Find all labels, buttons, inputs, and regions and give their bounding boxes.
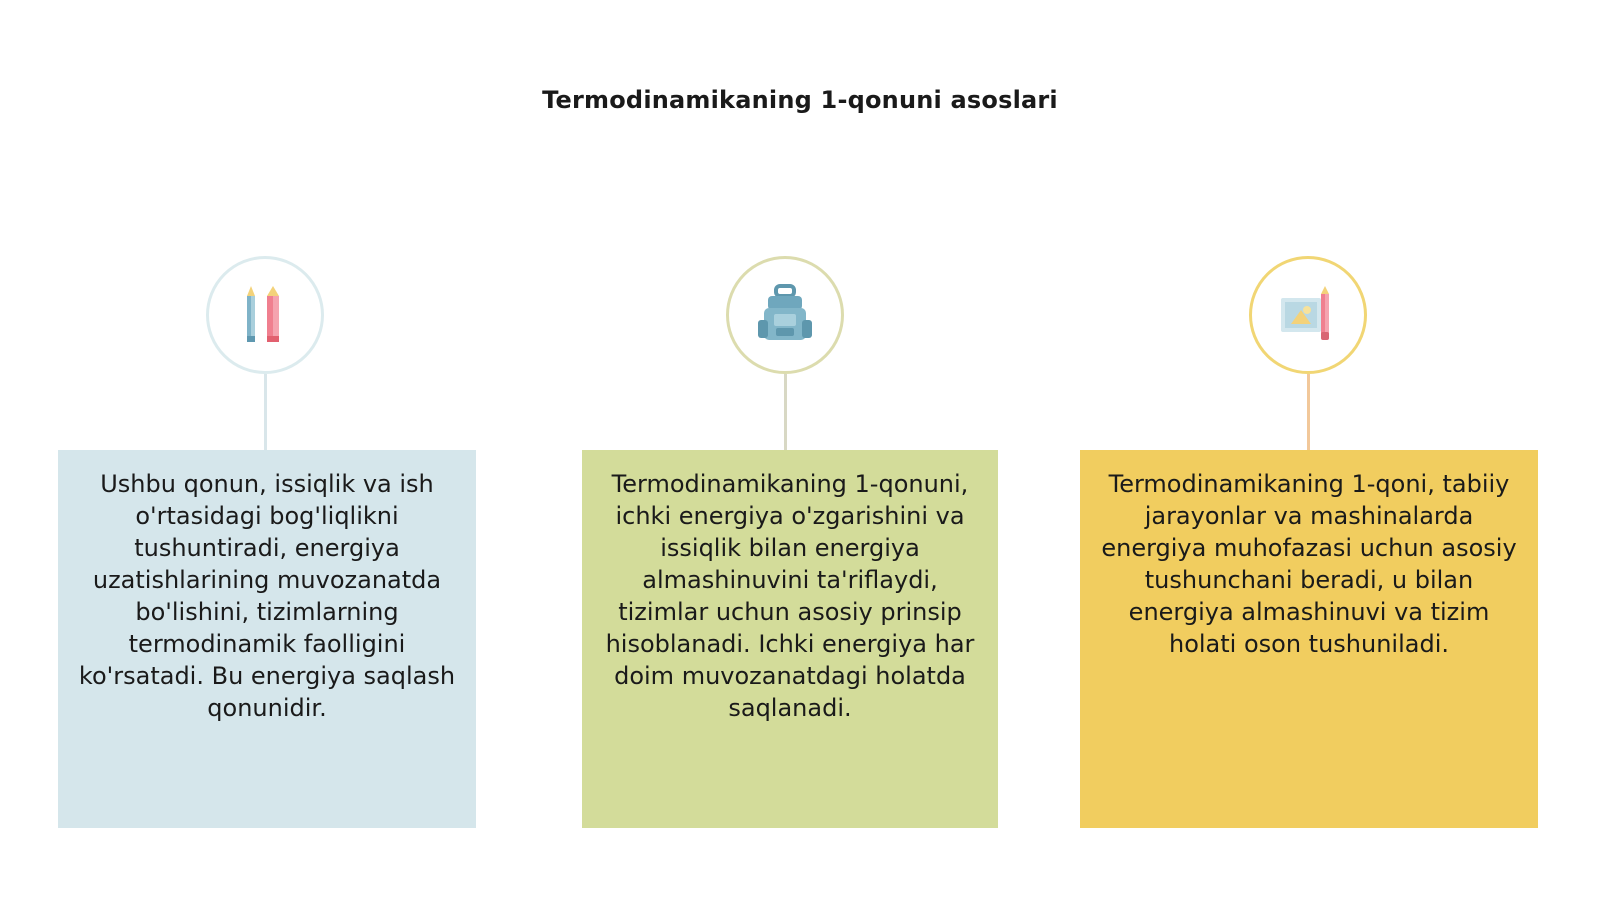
card-3-box (1080, 450, 1538, 828)
connector-line-2 (784, 374, 787, 450)
icon-circle-1 (206, 256, 324, 374)
icon-circle-3 (1249, 256, 1367, 374)
card-1-text: Ushbu qonun, issiqlik va ish o'rtasidagi bog'liqlikni tushuntiradi, energiya uzatishlarining muvozanatda bo'lishini, tizimlarning termodinamik faolligini ko'rsatadi. Bu energiya saqlash qonunidir. (78, 470, 456, 722)
drawing-pencil-icon (1277, 284, 1339, 346)
card-2-text: Termodinamikaning 1-qonuni, ichki energiya o'zgarishini va issiqlik bilan energiya almashinuvini ta'riflaydi, tizimlar uchun asosiy prinsip hisoblanadi. Ichki energiya har doim muvozanatdagi holatda saqlanadi. (605, 470, 975, 722)
card-1-box (58, 450, 476, 828)
page-title: Termodinamikaning 1-qonuni asoslari (542, 86, 1058, 114)
card-3-text: Termodinamikaning 1-qoni, tabiiy jarayonlar va mashinalarda energiya muhofazasi uchun asosiy tushunchani beradi, u bilan energiya almashinuvi va tizim holati oson tushuniladi. (1101, 470, 1517, 658)
card-2-box (582, 450, 998, 828)
backpack-icon (754, 284, 816, 346)
connector-line-1 (264, 374, 267, 450)
icon-circle-2 (726, 256, 844, 374)
pencils-icon (237, 284, 293, 346)
connector-line-3 (1307, 374, 1310, 450)
